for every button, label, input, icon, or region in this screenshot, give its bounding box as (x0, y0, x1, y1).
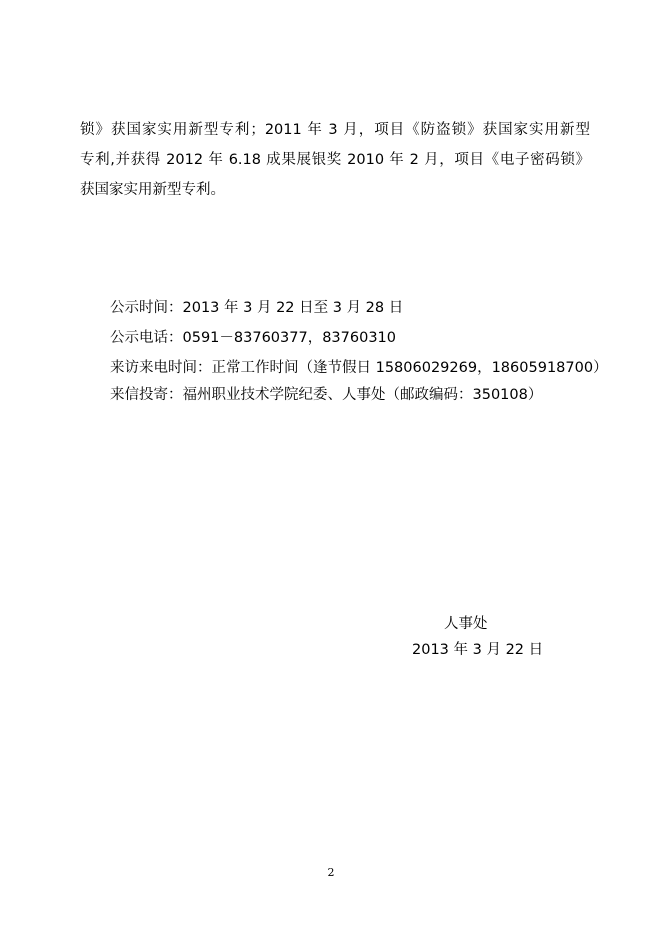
signature-department: 人事处 (444, 616, 488, 632)
page-number: 2 (327, 866, 335, 879)
notice-mail-address: 来信投寄：福州职业技术学院纪委、人事处（邮政编码：350108） (110, 387, 543, 403)
paragraph-line-1: 锁》获国家实用新型专利；2011 年 3 月，项目《防盗锁》获国家实用新型 (80, 122, 590, 138)
signature-date: 2013 年 3 月 22 日 (412, 642, 544, 658)
paragraph-line-3: 获国家实用新型专利。 (80, 182, 225, 198)
notice-phone: 公示电话：0591－83760377，83760310 (110, 330, 397, 346)
notice-visit-hours: 来访来电时间：正常工作时间（逢节假日 15806029269，18605918700） (110, 360, 608, 376)
notice-period: 公示时间：2013 年 3 月 22 日至 3 月 28 日 (110, 300, 404, 316)
paragraph-line-2: 专利,并获得 2012 年 6.18 成果展银奖 2010 年 2 月，项目《电子密码锁》 (80, 152, 590, 168)
